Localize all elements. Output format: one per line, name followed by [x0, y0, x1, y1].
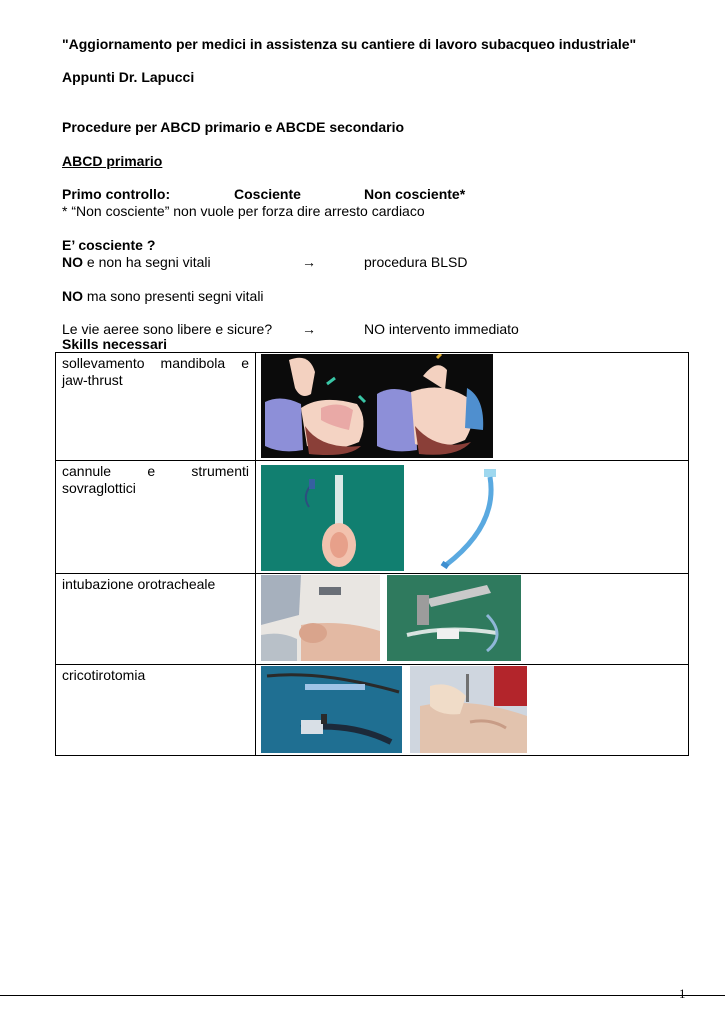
table-row [56, 574, 689, 665]
segni-vitali-presenti-text: ma sono presenti segni vitali [83, 288, 264, 304]
footer-rule [0, 995, 725, 996]
skill-label: cricotirotomia [56, 665, 256, 756]
option-cosciente: Cosciente [234, 186, 301, 202]
page-number: 1 [679, 986, 686, 1001]
skills-heading: Skills necessari [62, 336, 168, 352]
skill-label: sollevamento mandibola e jaw-thrust [56, 353, 256, 461]
procedura-blsd: procedura BLSD [364, 254, 468, 270]
table-row [56, 353, 689, 461]
table-row [56, 461, 689, 574]
no-segni-vitali-text: e non ha segni vitali [83, 254, 211, 270]
section-title: Procedure per ABCD primario e ABCDE secondario [62, 119, 405, 135]
skill-images-cell [256, 574, 689, 665]
no-label-2: NO [62, 288, 83, 304]
arrow-1: → [302, 254, 316, 270]
skills-table [55, 352, 689, 756]
arrow-2: → [302, 321, 316, 337]
abcd-heading: ABCD primario [62, 153, 163, 169]
option-non-cosciente: Non cosciente* [364, 186, 466, 202]
primo-controllo-row [62, 186, 662, 203]
skill-label: cannule e strumenti sovraglottici [56, 461, 256, 574]
cricothyrotomy-kit-photo [261, 666, 402, 753]
skill-images-cell [256, 461, 689, 574]
laryngoscope-photo [387, 575, 521, 661]
skill-images-cell [256, 665, 689, 756]
non-cosciente-note: * “Non cosciente” non vuole per forza dire arresto cardiaco [62, 203, 425, 219]
intubation-manikin-photo [261, 575, 380, 661]
primo-controllo-label: Primo controllo: [62, 186, 171, 202]
question-cosciente: E’ cosciente ? [62, 237, 156, 253]
skill-label: intubazione orotracheale [56, 574, 256, 665]
table-row [56, 665, 689, 756]
skill-images-cell [256, 353, 689, 461]
document-title: "Aggiornamento per medici in assistenza su cantiere di lavoro subacqueo industriale" [62, 36, 637, 52]
segni-vitali-presenti-row [62, 288, 264, 305]
author-line: Appunti Dr. Lapucci [62, 69, 195, 85]
intervento-immediato: NO intervento immediato [364, 321, 519, 337]
vie-aeree-question: Le vie aeree sono libere e sicure? [62, 321, 273, 337]
laryngeal-mask-photo [261, 465, 404, 571]
no-segni-vitali-row [62, 254, 662, 271]
jaw-thrust-illustration [261, 354, 493, 458]
endotracheal-tube-photo [406, 465, 514, 571]
cricothyrotomy-procedure-photo [410, 666, 527, 753]
no-label-1: NO [62, 254, 83, 270]
